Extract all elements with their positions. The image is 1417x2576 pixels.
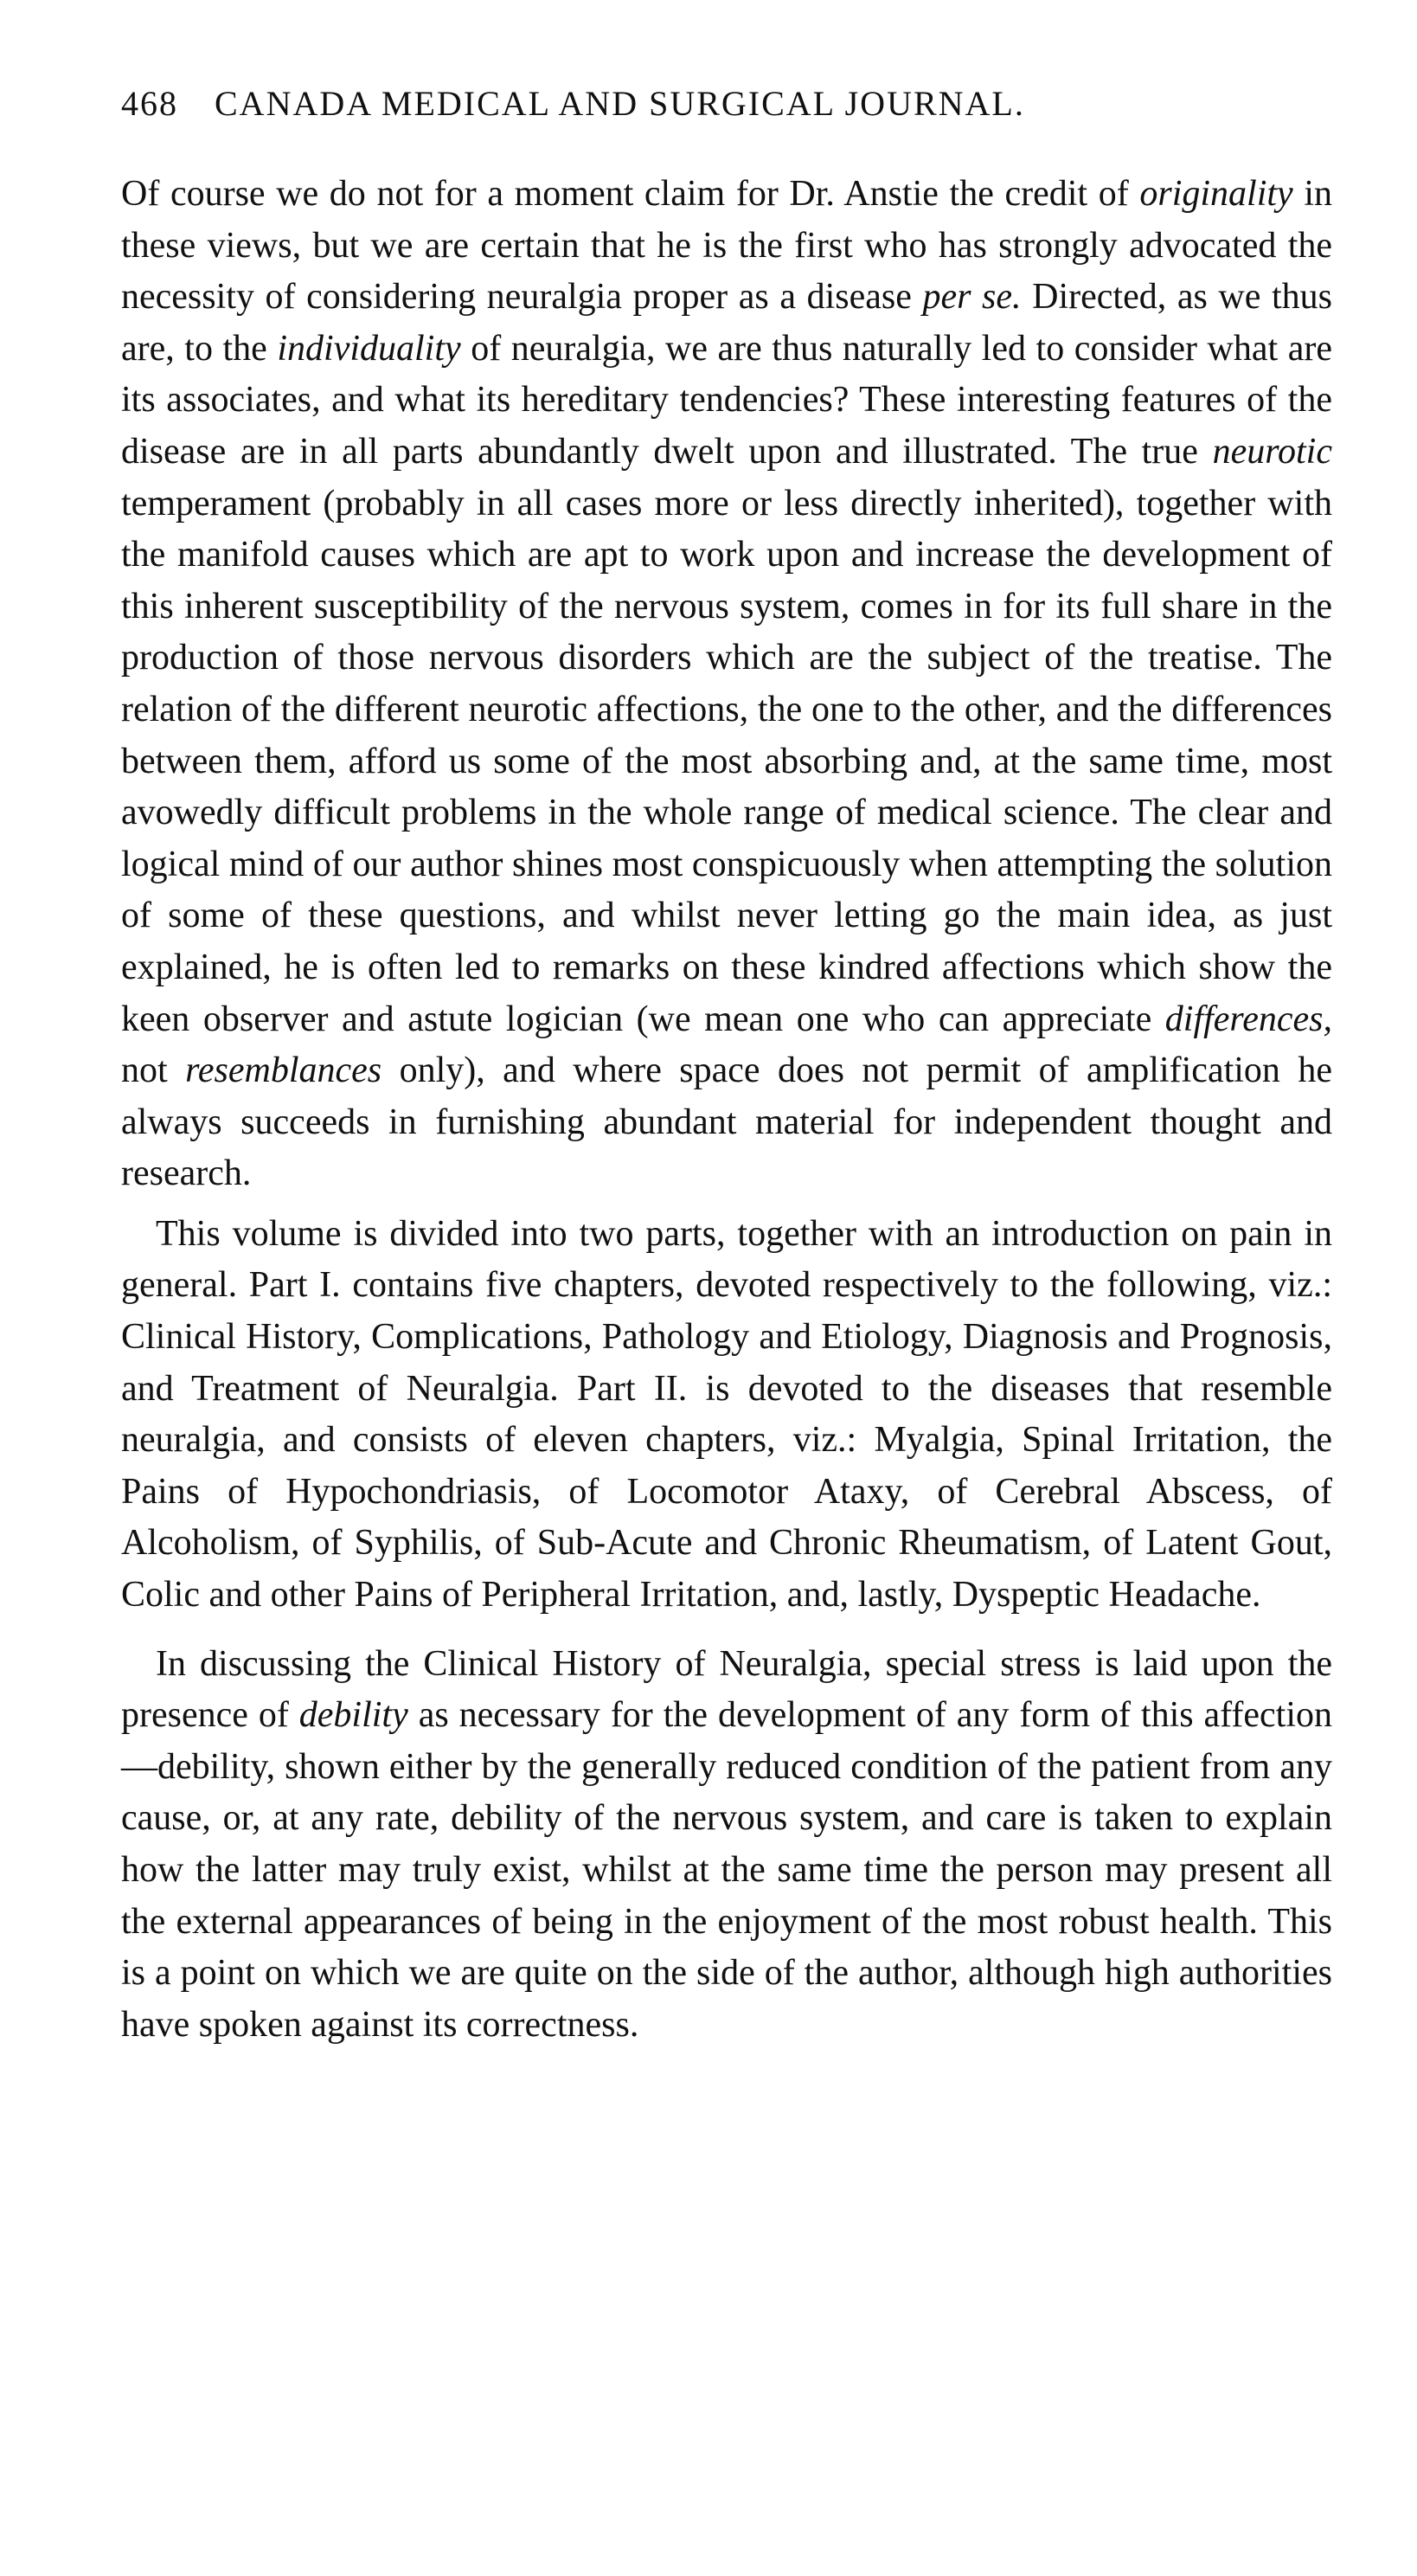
text-run: This volume is divided into two parts, together with an introduction on pain in general. Part I. contains five chapters, devoted respectively to the following, viz.: Clinical History, Complications, Pathology and Etiology, Diagnosis and Prognosis, and Treatment of Neuralgia. Part II. is devoted to the diseases that resemble neuralgia, and consists of eleven chapters, viz.: Myalgia, Spinal Irritation, the Pains of Hypochondriasis, of Locomotor Ataxy, of Cerebral Abscess, of Alcoholism, of Syphilis, of Sub-Acute and Chronic Rheumatism, of Latent Gout, Colic and other Pains of Peripheral Irritation, and, lastly, Dyspeptic Headache. [121, 1213, 1332, 1616]
text-run: only), and where space does not permit of amplification he always succeeds in furnishing abundant material for independent thought and research. [121, 1050, 1332, 1194]
text-run: as necessary for the development of any form of this affection—debility, shown either by the generally reduced condition of the patient from any cause, or, at any rate, debility of the nervous system, and care is taken to explain how the latter may truly exist, whilst at the same time the person may present all the external appearances of being in the enjoyment of the most robust health. This is a point on which we are quite on the side of the author, although high authorities have spoken against its correctness. [121, 1695, 1333, 2045]
text-run: of neuralgia, we are thus naturally led to consider what are its associates, and what its hereditary tendencies? These interesting features of the disease are in all parts abundantly dwelt upon and illustrated. The true [121, 328, 1332, 472]
text-run: Of course we do not for a moment claim for Dr. Anstie the credit of [121, 174, 1140, 214]
page-number: 468 [121, 84, 178, 123]
italic-text: individuality [277, 328, 461, 369]
text-run: not [121, 1050, 186, 1091]
paragraph-clinical-history [121, 1639, 1332, 2052]
journal-page [121, 83, 1332, 2051]
italic-text: differences, [1164, 999, 1332, 1039]
paragraph-originality [121, 169, 1332, 1200]
italic-text: per se. [922, 277, 1022, 318]
text-run: Directed, as we thus are, to the [121, 277, 1332, 369]
italic-text: debility [298, 1695, 408, 1736]
italic-text: resemblances [185, 1050, 382, 1091]
paragraph-volume-contents [121, 1209, 1332, 1622]
italic-text: originality [1139, 174, 1293, 214]
italic-text: neurotic [1212, 431, 1332, 472]
running-title: CANADA MEDICAL AND SURGICAL JOURNAL. [215, 84, 1025, 123]
running-header [121, 83, 1332, 124]
text-run: In discussing the Clinical History of Neuralgia, special stress is laid upon the presence of [121, 1643, 1332, 1736]
text-run: temperament (probably in all cases more or less directly inherited), together with the manifold causes which are apt to work upon and increase the development of this inherent susceptibility of the nervous system, comes in for its full share in the production of those nervous disorders which are the subject of the treatise. The relation of the different neurotic affections, the one to the other, and the differences between them, afford us some of the most absorbing and, at the same time, most avowedly difficult problems in the whole range of medical science. The clear and logical mind of our author shines most conspicuously when attempting the solution of some of these questions, and whilst never letting go the main idea, as just explained, he is often led to remarks on these kindred affections which show the keen observer and astute logician (we mean one who can appreciate [121, 483, 1332, 1039]
text-run: in these views, but we are certain that he is the first who has strongly advocated the necessity of considering neuralgia proper as a disease [121, 174, 1333, 318]
